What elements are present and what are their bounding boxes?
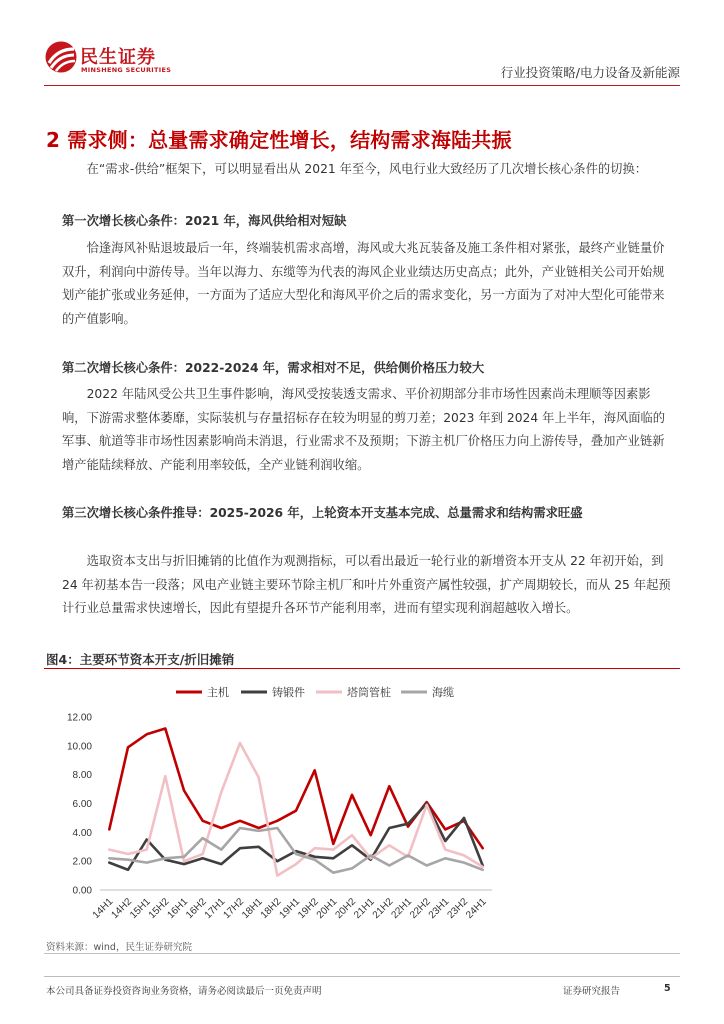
- legend-label: 海缆: [432, 686, 454, 699]
- y-tick-label: 2.00: [72, 856, 92, 868]
- x-tick-label: 18H2: [258, 896, 284, 922]
- x-tick-label: 20H2: [333, 896, 359, 922]
- subheading-first-growth: 第一次增长核心条件：2021 年，海风供给相对短缺: [62, 214, 347, 228]
- x-tick-label: 23H1: [426, 896, 452, 922]
- x-tick-label: 14H2: [109, 896, 135, 922]
- figure-top-rule: [44, 668, 680, 669]
- legend-label: 塔筒管桩: [347, 686, 391, 699]
- series-line-铸锻件: [109, 804, 482, 870]
- footer-divider: [44, 976, 680, 977]
- x-tick-label: 16H1: [165, 896, 191, 922]
- x-tick-label: 17H1: [202, 896, 228, 922]
- y-tick-label: 10.00: [66, 741, 92, 753]
- x-tick-label: 18H1: [240, 896, 265, 922]
- chart-legend: [176, 685, 454, 699]
- footer-disclaimer: 本公司具备证券投资咨询业务资格，请务必阅读最后一页免责声明: [46, 986, 322, 997]
- legend-label: 铸锻件: [272, 686, 305, 699]
- logo-mark-icon: [44, 40, 78, 74]
- chart-x-axis: [91, 890, 492, 921]
- x-tick-label: 19H2: [296, 896, 321, 922]
- x-tick-label: 24H1: [464, 896, 489, 922]
- figure-source: 资料来源：wind，民生证券研究院: [46, 942, 192, 953]
- x-tick-label: 21H2: [370, 896, 396, 922]
- intro-paragraph: 在“需求-供给”框架下，可以明显看出从 2021 年至今，风电行业大致经历了几次增长核心条件的切换：: [86, 162, 648, 176]
- x-tick-label: 20H1: [314, 896, 340, 922]
- x-tick-label: 17H2: [221, 896, 247, 922]
- x-tick-label: 23H2: [445, 896, 471, 922]
- page-number: 5: [664, 983, 671, 994]
- y-tick-label: 8.00: [72, 770, 92, 782]
- paragraph-first-growth: 恰逢海风补贴退坡最后一年，终端装机需求高增，海风或大兆瓦装备及施工条件相对紧张，最终产业链量价双升，利润向中游传导。当年以海力、东缆等为代表的海风企业业绩达历史高点；此外，产业链相关公司开始规划产能扩张或业务延伸，一方面为了适应大型化和海风平价之后的需求变化，另一方面为了对冲大型化可能带来的产值影响。: [62, 241, 665, 326]
- report-category: 行业投资策略/电力设备及新能源: [500, 65, 680, 80]
- figure-bottom-rule: [44, 953, 680, 954]
- x-tick-label: 19H1: [277, 896, 303, 922]
- x-tick-label: 15H1: [128, 896, 153, 922]
- x-tick-label: 15H2: [146, 896, 172, 922]
- y-tick-label: 0.00: [72, 885, 92, 897]
- chart-plot-area: [109, 729, 482, 876]
- y-tick-label: 12.00: [66, 712, 92, 724]
- logo-text-cn: 民生证券: [80, 47, 156, 68]
- y-tick-label: 6.00: [72, 799, 92, 810]
- footer-report-type: 证券研究报告: [563, 986, 621, 997]
- y-tick-label: 4.00: [72, 827, 92, 839]
- section-title: 2 需求侧：总量需求确定性增长，结构需求海陆共振: [46, 128, 512, 152]
- paragraph-second-growth: 2022 年陆风受公共卫生事件影响，海风受按装透支需求、平价初期部分非市场性因素尚未理顺等因素影响，下游需求整体萎靡，实际装机与存量招标存在较为明显的剪刀差；2023 年到 2024 年上半年，海风面临的军事、航道等非市场性因素影响尚未消退，行业需求不及预期；下游主机厂价格压力向上游传导，叠加产业链新增产能陆续释放、产能利用率较低，全产业链利润收缩。: [62, 387, 666, 472]
- company-logo: [44, 40, 174, 78]
- paragraph-third-growth: 选取资本支出与折旧摊销的比值作为观测指标，可以看出最近一轮行业的新增资本开支从 22 年初开始，到 24 年初基本告一段落；风电产业链主要环节除主机厂和叶片外重资产属性较强，扩产周期较长，而从 25 年起预计行业总量需求快速增长，因此有望提升各环节产能利用率，进而有望实现利润超越收入增长。: [62, 554, 671, 615]
- capex-depreciation-chart: [44, 672, 680, 934]
- figure-title: 图4：主要环节资本开支/折旧摊销: [46, 652, 235, 667]
- x-tick-label: 21H1: [352, 896, 377, 922]
- header-divider: [44, 85, 680, 86]
- legend-label: 主机: [207, 686, 229, 699]
- x-tick-label: 22H2: [408, 896, 433, 922]
- series-line-主机: [109, 729, 482, 849]
- logo-text-en: MINSHENG SECURITIES: [81, 66, 172, 74]
- chart-y-axis: [67, 713, 92, 897]
- subheading-second-growth: 第二次增长核心条件：2022-2024 年，需求相对不足，供给侧价格压力较大: [62, 361, 485, 375]
- x-tick-label: 14H1: [90, 896, 116, 922]
- x-tick-label: 16H2: [184, 896, 209, 922]
- x-tick-label: 22H1: [389, 896, 415, 922]
- subheading-third-growth: 第三次增长核心条件推导：2025-2026 年，上轮资本开支基本完成、总量需求和结构需求旺盛: [62, 506, 583, 520]
